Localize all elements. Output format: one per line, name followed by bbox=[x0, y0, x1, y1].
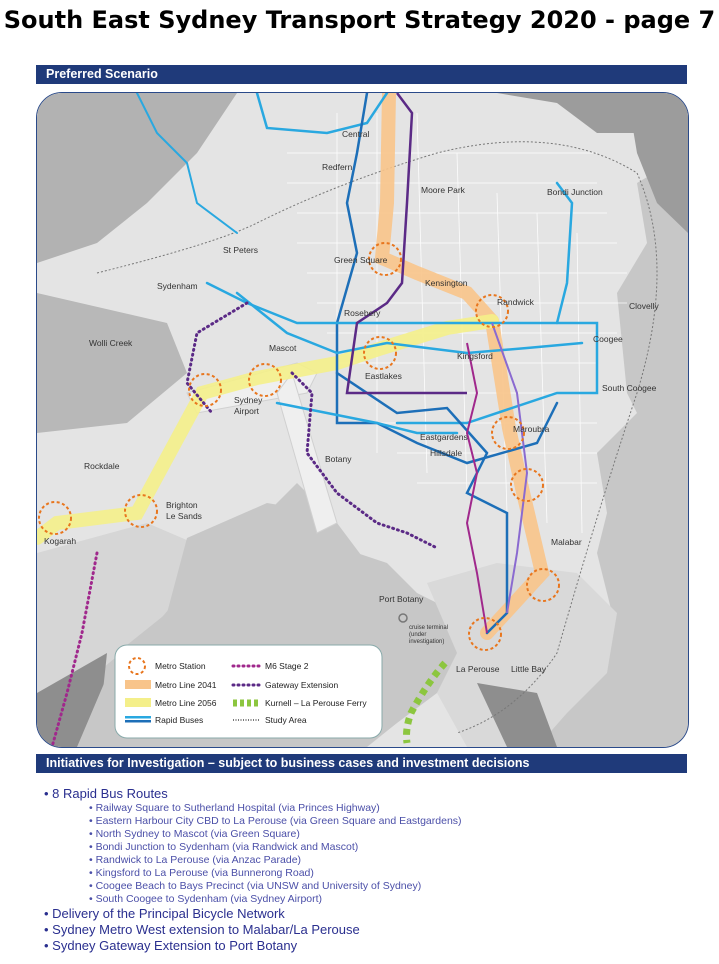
label-green-square: Green Square bbox=[334, 255, 388, 265]
bus-route-item: • Kingsford to La Perouse (via Bunnerong Road) bbox=[89, 867, 314, 879]
initiative-item bbox=[44, 922, 704, 938]
label-wolli-creek: Wolli Creek bbox=[89, 338, 133, 348]
legend-m6: M6 Stage 2 bbox=[265, 661, 309, 671]
legend-metro-2056: Metro Line 2056 bbox=[155, 698, 217, 708]
label-coogee: Coogee bbox=[593, 334, 623, 344]
label-moore-park: Moore Park bbox=[421, 185, 465, 195]
legend-rapid-buses: Rapid Buses bbox=[155, 715, 204, 725]
label-eastlakes: Eastlakes bbox=[365, 371, 402, 381]
initiative-gateway: • Sydney Gateway Extension to Port Botany bbox=[44, 938, 298, 953]
legend-ferry: Kurnell – La Perouse Ferry bbox=[265, 698, 367, 708]
label-botany: Botany bbox=[325, 454, 352, 464]
legend-rapid-bus-swatch-1 bbox=[125, 716, 151, 719]
page-title: South East Sydney Transport Strategy 2020 - page 7 bbox=[3, 6, 716, 34]
label-cruise-2: (under bbox=[409, 632, 427, 638]
label-brighton-2: Le Sands bbox=[166, 511, 202, 521]
bus-route-item: • North Sydney to Mascot (via Green Square) bbox=[89, 828, 300, 840]
label-kogarah: Kogarah bbox=[44, 536, 77, 546]
label-brighton-1: Brighton bbox=[166, 500, 198, 510]
label-kensington: Kensington bbox=[425, 278, 468, 288]
bus-route-item: • South Coogee to Sydenham (via Sydney Airport) bbox=[89, 893, 323, 905]
label-redfern: Redfern bbox=[322, 162, 353, 172]
label-maroubra: Maroubra bbox=[513, 424, 550, 434]
initiative-item bbox=[44, 906, 704, 922]
label-little-bay: Little Bay bbox=[511, 664, 546, 674]
legend-metro-station: Metro Station bbox=[155, 661, 206, 671]
map-svg bbox=[37, 93, 688, 747]
label-kingsford: Kingsford bbox=[457, 351, 493, 361]
initiative-item bbox=[44, 938, 704, 954]
label-sydenham: Sydenham bbox=[157, 281, 198, 291]
preferred-scenario-header: Preferred Scenario bbox=[36, 65, 687, 84]
legend-gateway: Gateway Extension bbox=[265, 680, 339, 690]
label-sydney-airport-1: Sydney bbox=[234, 395, 263, 405]
legend-metro-2041-swatch bbox=[125, 680, 151, 689]
legend-rapid-bus-swatch-2 bbox=[125, 720, 151, 723]
legend-metro-2056-swatch bbox=[125, 698, 151, 707]
initiatives-header: Initiatives for Investigation – subject to business cases and investment decisions bbox=[36, 754, 687, 773]
bus-route-item: • Railway Square to Sutherland Hospital (via Princes Highway) bbox=[89, 802, 380, 814]
label-rosebery: Rosebery bbox=[344, 308, 381, 318]
initiative-bicycle: • Delivery of the Principal Bicycle Network bbox=[44, 906, 285, 921]
label-la-perouse: La Perouse bbox=[456, 664, 500, 674]
bus-route-item: • Eastern Harbour City CBD to La Perouse (via Green Square and Eastgardens) bbox=[89, 815, 462, 827]
label-central: Central bbox=[342, 129, 370, 139]
initiative-item bbox=[44, 786, 704, 906]
label-randwick: Randwick bbox=[497, 297, 534, 307]
transport-map[interactable] bbox=[36, 92, 689, 748]
label-clovelly: Clovelly bbox=[629, 301, 659, 311]
label-bondi-junction: Bondi Junction bbox=[547, 187, 603, 197]
legend-study-area: Study Area bbox=[265, 715, 307, 725]
bus-route-item: • Coogee Beach to Bays Precinct (via UNSW and University of Sydney) bbox=[89, 880, 422, 892]
label-hillsdale: Hillsdale bbox=[430, 448, 463, 458]
label-port-botany: Port Botany bbox=[379, 594, 424, 604]
label-cruise-1: cruise terminal bbox=[409, 625, 449, 631]
bus-route-item: • Randwick to La Perouse (via Anzac Parade) bbox=[89, 854, 302, 866]
label-malabar: Malabar bbox=[551, 537, 582, 547]
label-eastgardens: Eastgardens bbox=[420, 432, 468, 442]
label-cruise-3: investigation) bbox=[409, 639, 445, 645]
label-mascot: Mascot bbox=[269, 343, 297, 353]
bus-route-item: • Bondi Junction to Sydenham (via Randwick and Mascot) bbox=[89, 841, 359, 853]
label-rockdale: Rockdale bbox=[84, 461, 120, 471]
label-south-coogee: South Coogee bbox=[602, 383, 657, 393]
initiatives-list bbox=[44, 786, 704, 954]
label-st-peters: St Peters bbox=[223, 245, 258, 255]
initiative-rapid-bus: • 8 Rapid Bus Routes bbox=[44, 786, 168, 801]
label-sydney-airport-2: Airport bbox=[234, 406, 260, 416]
map-legend bbox=[115, 645, 382, 738]
initiative-metro-west: • Sydney Metro West extension to Malabar/La Perouse bbox=[44, 922, 360, 937]
legend-metro-2041: Metro Line 2041 bbox=[155, 680, 217, 690]
